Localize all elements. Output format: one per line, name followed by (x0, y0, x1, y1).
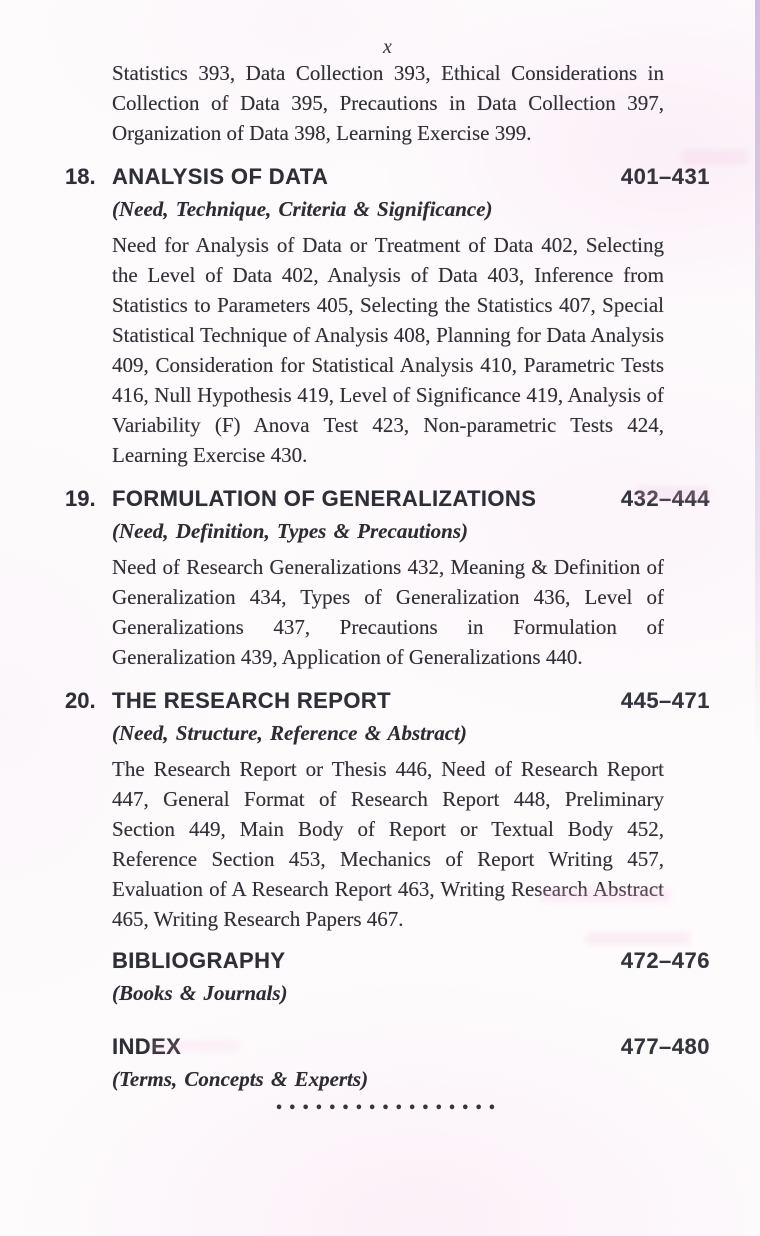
entry-topics-text: Need of Research Generalizations 432, Meaning & Definition of Generalization 434, Types of Generalization 436, Level of Generalizations 437, Precautions in Formulation of Generalization 439, Application of Generalizations 440. (112, 555, 664, 669)
scan-artifact (540, 888, 670, 902)
entry-title: FORMULATION OF GENERALIZATIONS (112, 486, 537, 511)
entry-subtitle: (Need, Technique, Criteria & Significance) (112, 197, 493, 221)
scan-artifact (586, 932, 690, 945)
toc-entry-18 (0, 163, 760, 470)
entry-title: BIBLIOGRAPHY (112, 948, 286, 973)
toc-entry-19 (0, 485, 760, 672)
entry-heading-row (65, 687, 710, 715)
entry-number: 20. (65, 688, 96, 713)
entry-title: ANALYSIS OF DATA (112, 164, 329, 189)
scan-artifact (682, 150, 748, 165)
entry-heading-row (112, 947, 710, 975)
entry-heading-row (65, 163, 710, 191)
scan-artifact (636, 486, 710, 500)
entry-number: 18. (65, 164, 96, 189)
entry-topics-text: Need for Analysis of Data or Treatment of Data 402, Selecting the Level of Data 402, Analysis of Data 403, Inference from Statistics to Parameters 405, Selecting the Statistics 407, Special Statistical Technique of Analysis 408, Planning for Data Analysis 409, Consideration for Statistical Analysis 410, Parametric Tests 416, Null Hypothesis 419, Level of Significance 419, Analysis of Variability (F) Anova Test 423, Non-parametric Tests 424, Learning Exercise 430. (112, 233, 664, 467)
entry-page-range: 477–480 (620, 1034, 710, 1059)
entry-page-range: 401–431 (620, 164, 710, 189)
entry-page-range: 432–444 (620, 486, 710, 511)
toc-entry-bibliography (0, 947, 760, 1007)
end-of-contents-dots: ••••••••••••••••• (274, 1101, 502, 1116)
entry-subtitle: (Need, Structure, Reference & Abstract) (112, 721, 467, 745)
book-edge-strip (755, 0, 760, 750)
entry-number: 19. (65, 486, 96, 511)
entry-subtitle: (Need, Definition, Types & Precautions) (112, 519, 469, 543)
toc-entry-index (0, 1033, 760, 1093)
entry-subtitle: (Books & Journals) (112, 981, 288, 1005)
entry-page-range: 445–471 (620, 688, 710, 713)
entry-title: THE RESEARCH REPORT (112, 688, 391, 713)
entry-heading-row (65, 485, 710, 513)
chapter-17-continuation-text: Statistics 393, Data Collection 393, Ethical Considerations in Collection of Data 395, Precautions in Data Collection 397, Organization of Data 398, Learning Exercise 399. (112, 61, 664, 145)
entry-topics-text: The Research Report or Thesis 446, Need of Research Report 447, General Format of Research Report 448, Preliminary Section 449, Main Body of Report or Textual Body 452, Reference Section 453, Mechanics of Report Writing 457, Evaluation of A Research Report 463, Writing Research Abstract 465, Writing Research Papers 467. (112, 757, 664, 931)
entry-subtitle: (Terms, Concepts & Experts) (112, 1067, 369, 1091)
scan-artifact (150, 1040, 240, 1052)
entry-title: INDEX (112, 1034, 182, 1059)
entry-page-range: 472–476 (620, 948, 710, 973)
page-folio: x (383, 36, 392, 58)
